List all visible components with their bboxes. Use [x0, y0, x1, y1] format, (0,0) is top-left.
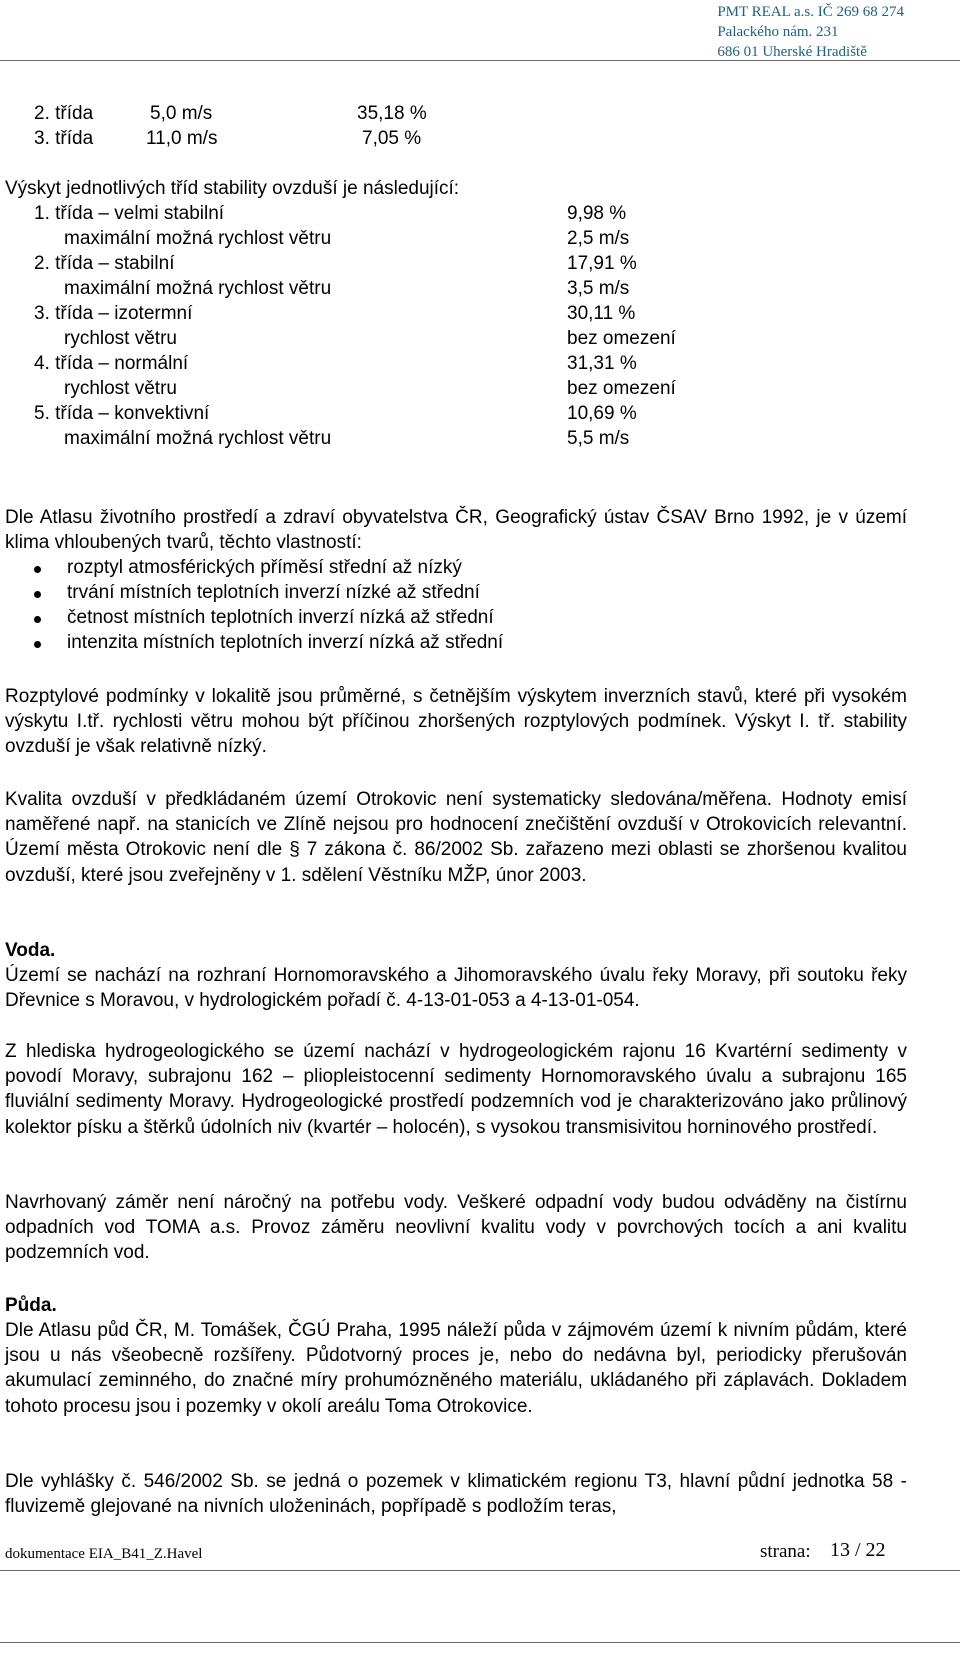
stability-row-label: maximální možná rychlost větru: [64, 228, 332, 249]
header-divider: [0, 60, 960, 61]
bullet-icon: [34, 641, 41, 648]
heading-soil: Půda.: [5, 1295, 57, 1316]
stability-row-value: 31,31 %: [567, 353, 637, 374]
wind-class-percent: 35,18 %: [357, 103, 427, 124]
stability-row-label: maximální možná rychlost větru: [64, 428, 332, 449]
stability-row-label: 4. třída – normální: [34, 353, 189, 374]
bullet-icon: [34, 616, 41, 623]
stability-row-label: 1. třída – velmi stabilní: [34, 203, 225, 224]
stability-row-value: 10,69 %: [567, 403, 637, 424]
paragraph-soil: Dle Atlasu půd ČR, M. Tomášek, ČGÚ Praha, 1995 náleží půda v zájmovém území k nivním půdám, které jsou u nás všeobecně rozšířeny. Půdotvorný proces je, nebo do nedávna byl, periodicky přerušován akumulací zeminného, do značné míry prohumózněného materiálu, ukládaného při záplavách. Dokladem tohoto procesu jsou i pozemky v okolí areálu Toma Otrokovice.: [5, 1320, 907, 1417]
paragraph-dispersion: Rozptylové podmínky v lokalitě jsou průměrné, s četnějším výskytem inverzních stavů, které při vysokém výskytu I.tř. rychlosti větru mohou být příčinou zhoršených rozptylových podmínek. Výskyt I. tř. stability ovzduší je však relativně nízký.: [5, 686, 907, 758]
stability-row-value: 3,5 m/s: [567, 278, 630, 299]
wind-class-label: 2. třída: [34, 103, 94, 124]
heading-water: Voda.: [5, 940, 56, 961]
footer-bottom-rule: [0, 1570, 960, 1571]
stability-row-label: maximální možná rychlost větru: [64, 278, 332, 299]
wind-class-label: 3. třída: [34, 128, 94, 149]
paragraph-water: Území se nachází na rozhraní Hornomoravského a Jihomoravského úvalu řeky Moravy, při soutoku řeky Dřevnice s Moravou, v hydrologickém pořadí č. 4-13-01-053 a 4-13-01-054.: [5, 965, 907, 1012]
paragraph-decree: Dle vyhlášky č. 546/2002 Sb. se jedná o pozemek v klimatickém regionu T3, hlavní půdní jednotka 58 - fluvizemě glejované na nivních uloženinách, popřípadě s podložím teras,: [5, 1471, 907, 1518]
footer-page-label: strana:: [760, 1541, 811, 1562]
stability-row-value: 9,98 %: [567, 203, 627, 224]
header-street: Palackého nám. 231: [717, 24, 839, 40]
wind-class-speed: 11,0 m/s: [146, 128, 218, 149]
header-company-name: PMT REAL a.s. IČ 269 68 274: [717, 4, 904, 20]
stability-row-value: 30,11 %: [567, 303, 636, 324]
wind-class-percent: 7,05 %: [362, 128, 422, 149]
header-city: 686 01 Uherské Hradiště: [717, 44, 867, 60]
stability-row-value: bez omezení: [567, 328, 676, 349]
footer-document-name: dokumentace EIA_B41_Z.Havel: [5, 1546, 203, 1562]
company-header: [717, 2, 904, 62]
stability-row-label: 2. třída – stabilní: [34, 253, 175, 274]
footer-page-number: 13 / 22: [830, 1539, 886, 1561]
paragraph-project-water: Navrhovaný záměr není náročný na potřebu vody. Veškeré odpadní vody budou odváděny na čistírnu odpadních vod TOMA a.s. Provoz záměru neovlivní kvalitu vody v povrchových tocích a ani kvalitu podzemních vod.: [5, 1192, 907, 1264]
stability-row-label: 5. třída – konvektivní: [34, 403, 210, 424]
paragraph-air-quality: Kvalita ovzduší v předkládaném území Otrokovic není systematicky sledována/měřena. Hodnoty emisí naměřené např. na stanicích ve Zlíně nejsou pro hodnocení znečištění ovzduší v Otrokovicích relevantní. Území města Otrokovic není dle § 7 zákona č. 86/2002 Sb. zařazeno mezi oblasti se zhoršenou kvalitou ovzduší, které jsou zveřejněny v 1. sdělení Věstníku MŽP, únor 2003.: [5, 789, 907, 886]
stability-row-label: rychlost větru: [64, 378, 177, 399]
stability-row-label: 3. třída – izotermní: [34, 303, 193, 324]
footer-divider: [0, 1642, 960, 1643]
stability-row-value: 17,91 %: [567, 253, 637, 274]
stability-row-value: bez omezení: [567, 378, 676, 399]
stability-row-value: 2,5 m/s: [567, 228, 630, 249]
list-item: rozptyl atmosférických příměsí střední až nízký: [67, 557, 462, 578]
bullet-icon: [34, 566, 41, 573]
paragraph-hydrogeology: Z hlediska hydrogeologického se území nachází v hydrogeologickém rajonu 16 Kvartérní sedimenty v povodí Moravy, subrajonu 162 – pliopleistocenní sedimenty Hornomoravského úvalu a subrajonu 165 fluviální sedimenty Moravy. Hydrogeologické prostředí podzemních vod je charakterizováno jako průlinový kolektor písku a štěrků údolních niv (kvartér – holocén), s vysokou transmisivitou horninového prostředí.: [5, 1041, 907, 1138]
list-item: četnost místních teplotních inverzí nízká až střední: [67, 607, 494, 628]
stability-row-label: rychlost větru: [64, 328, 177, 349]
stability-intro: Výskyt jednotlivých tříd stability ovzduší je následující:: [5, 178, 460, 199]
stability-row-value: 5,5 m/s: [567, 428, 630, 449]
list-item: trvání místních teplotních inverzí nízké až střední: [67, 582, 480, 603]
atlas-intro: Dle Atlasu životního prostředí a zdraví obyvatelstva ČR, Geografický ústav ČSAV Brno 1992, je v území klima vhloubených tvarů, těchto vlastností:: [5, 507, 907, 554]
wind-class-speed: 5,0 m/s: [150, 103, 213, 124]
list-item: intenzita místních teplotních inverzí nízká až střední: [67, 632, 504, 653]
bullet-icon: [34, 591, 41, 598]
